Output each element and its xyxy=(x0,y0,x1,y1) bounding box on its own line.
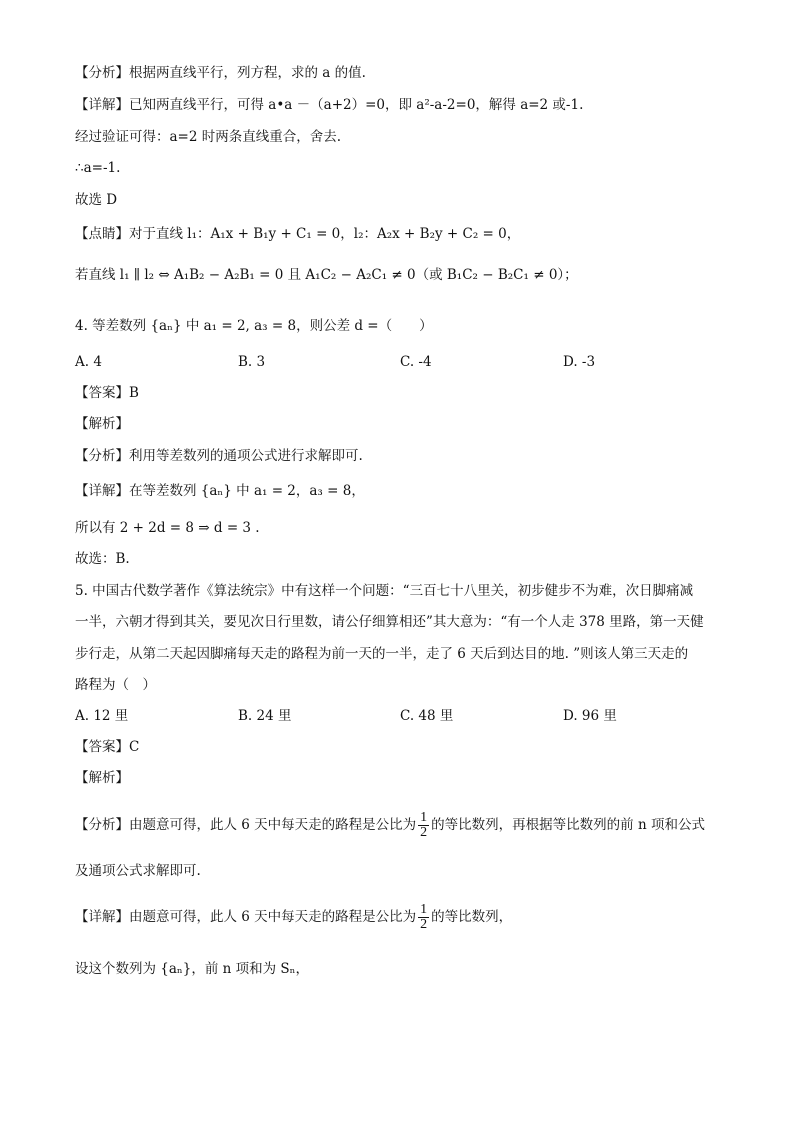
question-5-line-3: 步行走，从第二天起因脚痛每天走的路程为前一天的一半，走了 6 天后到达目的地. ”则该人第三天走的 xyxy=(75,646,689,662)
q5-option-c: C. 48 里 xyxy=(400,708,454,724)
detail-q5: 【详解】由题意可得，此人 6 天中每天走的路程是公比为 $\frac{1}{2}$ 的等比数列， xyxy=(75,902,513,932)
answer-q5: 【答案】C xyxy=(75,739,140,755)
choice-q4: 故选：B. xyxy=(75,551,130,567)
jiexi-q5: 【解析】 xyxy=(75,770,129,786)
q4-option-a: A. 4 xyxy=(75,354,102,370)
fraction-one-half: $\frac{1}{2}$ xyxy=(420,810,428,840)
analysis-q4: 【分析】利用等差数列的通项公式进行求解即可. xyxy=(75,448,363,464)
analysis-q5-cont: 及通项公式求解即可. xyxy=(75,863,201,879)
q4-option-d: D. -3 xyxy=(563,354,596,370)
q5-option-a: A. 12 里 xyxy=(75,708,129,724)
define-sequence-q5: 设这个数列为 {aₙ}，前 n 项和为 Sₙ， xyxy=(75,961,310,977)
q4-option-c: C. -4 xyxy=(400,354,432,370)
parallel-condition-line: 若直线 l₁ ∥ l₂ ⇔ A₁B₂ − A₂B₁ = 0 且 A₁C₂ − A₂C₁ ≠ 0（或 B₁C₂ − B₂C₁ ≠ 0）； xyxy=(75,267,578,283)
analysis-line-q3: 【分析】根据两直线平行，列方程，求的 a 的值. xyxy=(75,65,366,81)
choice-line-q3: 故选 D xyxy=(75,192,118,208)
q4-option-b: B. 3 xyxy=(238,354,266,370)
tip-line: 【点睛】对于直线 l₁：A₁x + B₁y + C₁ = 0，l₂：A₂x + B₂y + C₂ = 0， xyxy=(75,226,521,242)
question-5-line-4: 路程为（ ） xyxy=(75,677,156,693)
verify-line: 经过验证可得：a=2 时两条直线重合，舍去. xyxy=(75,129,342,145)
fraction-one-half: $\frac{1}{2}$ xyxy=(420,902,428,932)
answer-q4: 【答案】B xyxy=(75,385,139,401)
q5-option-d: D. 96 里 xyxy=(563,708,617,724)
question-5-line-2: 一半，六朝才得到其关，要见次日行里数，请公仔细算相还”其大意为：“有一个人走 378 里路，第一天健 xyxy=(75,614,704,630)
detail-q4: 【详解】在等差数列 {aₙ} 中 a₁ = 2，a₃ = 8， xyxy=(75,483,365,499)
q5-option-b: B. 24 里 xyxy=(238,708,292,724)
analysis-q5: 【分析】由题意可得，此人 6 天中每天走的路程是公比为 $\frac{1}{2}$ 的等比数列，再根据等比数列的前 n 项和公式 xyxy=(75,810,705,840)
jiexi-q4: 【解析】 xyxy=(75,416,129,432)
question-5-line-1: 5. 中国古代数学著作《算法统宗》中有这样一个问题：“三百七十八里关，初步健步不为难，次日脚痛减 xyxy=(75,583,694,599)
detail-line-q3: 【详解】已知两直线平行，可得 a•a －（a+2）=0，即 a²-a-2=0，解得 a=2 或-1. xyxy=(75,97,584,113)
calc-q4: 所以有 2 + 2d = 8 ⇒ d = 3 . xyxy=(75,520,260,536)
question-4: 4. 等差数列 {aₙ} 中 a₁ = 2, a₃ = 8，则公差 d =（ ） xyxy=(75,318,433,334)
result-line: ∴a=-1. xyxy=(75,160,121,176)
